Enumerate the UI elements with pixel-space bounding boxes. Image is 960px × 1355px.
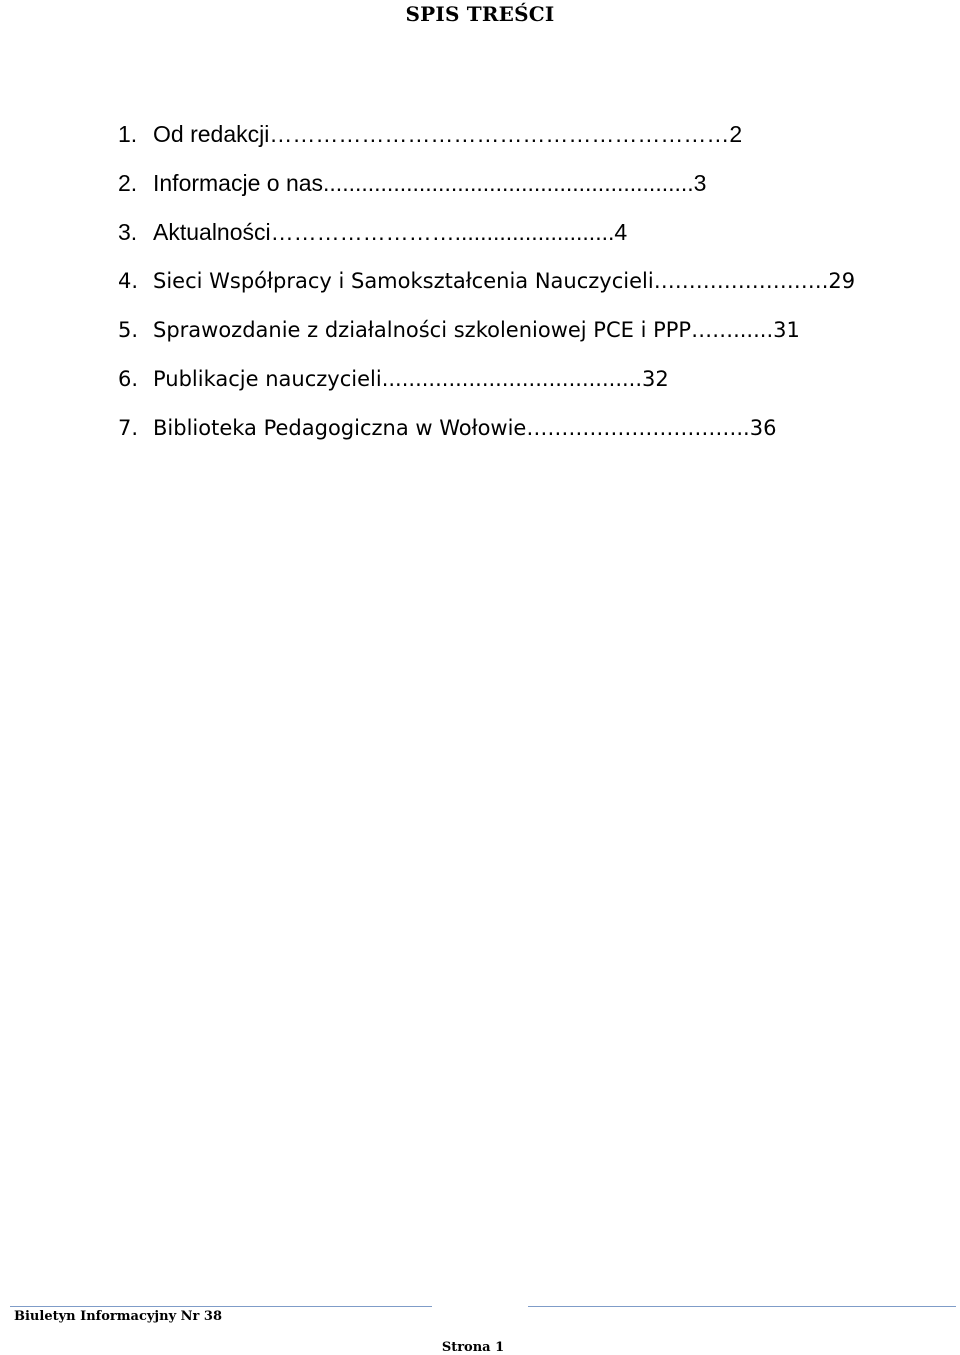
toc-entry-6[interactable] bbox=[118, 358, 855, 407]
toc-entry-2[interactable] bbox=[118, 162, 855, 211]
toc-entry-number: 1. bbox=[118, 121, 138, 147]
page-title: SPIS TREŚCI bbox=[405, 2, 555, 26]
toc-entry-number: 3. bbox=[118, 219, 138, 245]
toc-entry-number: 7. bbox=[118, 416, 139, 440]
footer-divider-left bbox=[10, 1306, 432, 1307]
toc-entry-number: 4. bbox=[118, 269, 139, 293]
toc-entry-number: 5. bbox=[118, 318, 139, 342]
toc-entry-7[interactable] bbox=[118, 407, 855, 456]
toc-entry-text: Informacje o nas..........................................................3 bbox=[153, 170, 707, 196]
toc-entry-text: Aktualności…………………….........................4 bbox=[153, 219, 628, 245]
toc-entry-text: Sieci Współpracy i Samokształcenia Nauczycieli…………………….29 bbox=[153, 269, 856, 293]
toc-entry-text: Publikacje nauczycieli.......................................32 bbox=[153, 367, 669, 391]
footer-page-number: Strona 1 bbox=[441, 1340, 505, 1355]
toc-entry-text: Sprawozdanie z działalności szkoleniowej PCE i PPP……......31 bbox=[153, 318, 800, 342]
toc-entry-1[interactable] bbox=[118, 113, 855, 162]
toc-entry-number: 6. bbox=[118, 367, 139, 391]
toc-entry-3[interactable] bbox=[118, 211, 855, 260]
toc-entry-number: 2. bbox=[118, 170, 138, 196]
toc-entry-5[interactable] bbox=[118, 309, 855, 358]
toc-entry-text: Biblioteka Pedagogiczna w Wołowie…………………………..36 bbox=[153, 416, 777, 440]
footer-publication-name: Biuletyn Informacyjny Nr 38 bbox=[14, 1309, 222, 1324]
toc-entry-4[interactable] bbox=[118, 260, 855, 309]
toc-entry-text: Od redakcji……………………………………………………2 bbox=[153, 121, 743, 147]
footer-divider-right bbox=[528, 1306, 956, 1307]
table-of-contents bbox=[118, 113, 855, 456]
